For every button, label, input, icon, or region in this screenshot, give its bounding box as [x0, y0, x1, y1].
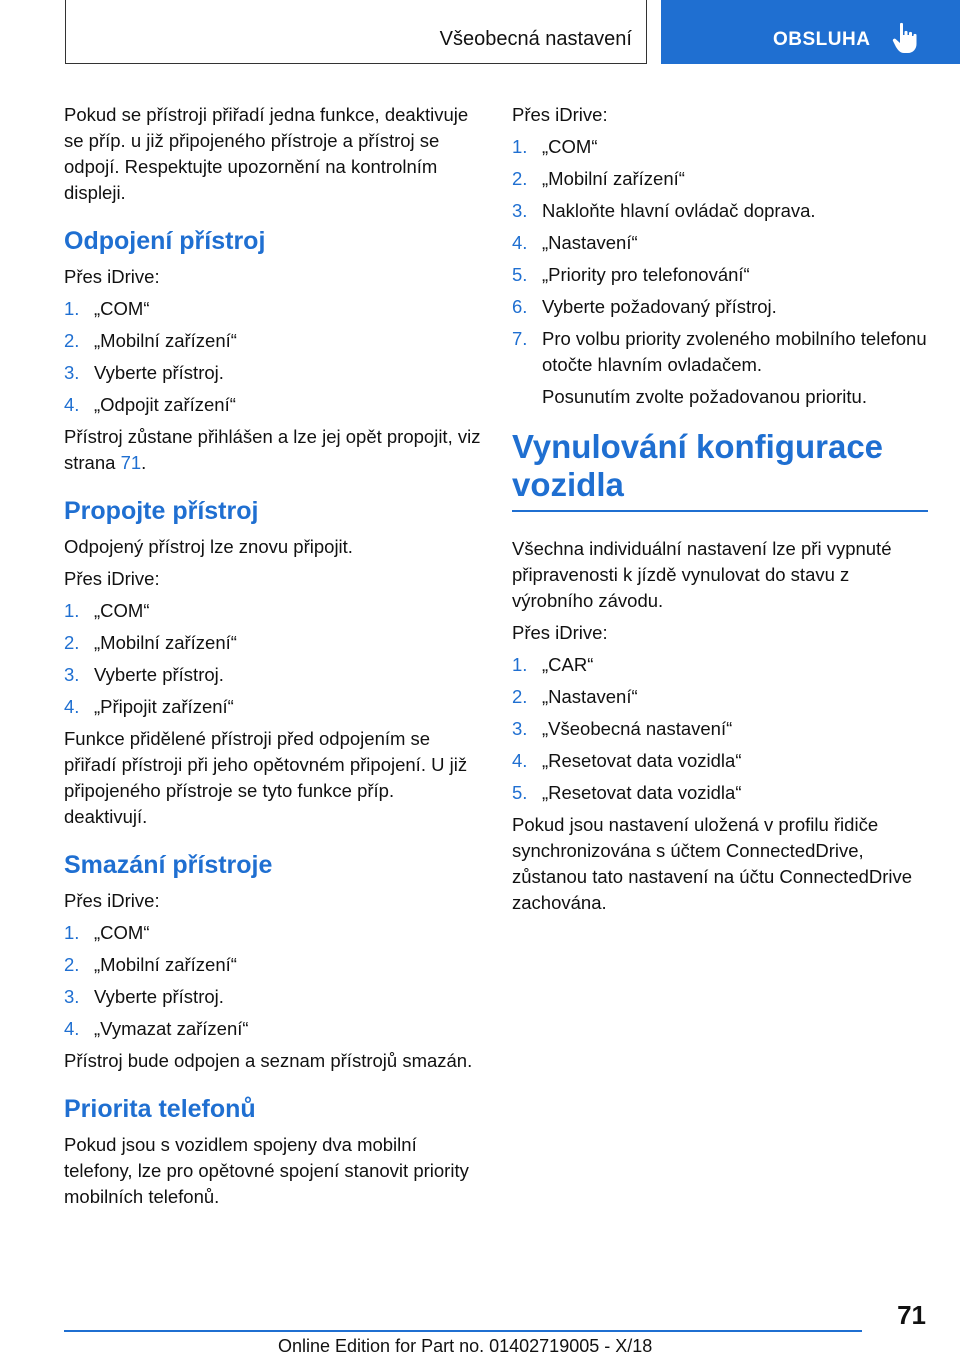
chapter-tab	[661, 0, 960, 64]
list-item: 1. „COM“	[64, 922, 150, 943]
intro-paragraph: Pokud se přístroji přiřadí jedna funkce, deaktivuje se příp. u již připojeného přístroje a přístroj se odpojí. Respektujte upozornění na kontrolním displeji.	[64, 104, 469, 203]
note-smazani: Přístroj bude odpojen a seznam přístrojů smazán.	[64, 1050, 473, 1071]
steps-priorita	[512, 134, 928, 378]
list-item: 4. „Vymazat zařízení“	[64, 1018, 249, 1039]
page-link[interactable]: 71	[120, 452, 142, 473]
idrive-lead: Přes iDrive:	[64, 890, 160, 911]
section-title: Všeobecná nastavení	[439, 28, 632, 50]
pointing-hand-icon	[891, 22, 919, 54]
list-item: 5. „Priority pro telefonování“	[512, 264, 750, 285]
page-number: 71	[897, 1300, 926, 1330]
list-item: 1. „COM“	[64, 600, 150, 621]
steps-vynulovani	[512, 652, 928, 806]
list-item: 3. Vyberte přístroj.	[64, 664, 224, 685]
vynulovani-note: Pokud jsou nastavení uložená v profilu řidiče synchronizována s účtem ConnectedDrive, zůstanou tato nastavení na účtu ConnectedDrive zachována.	[512, 813, 913, 913]
priorita-paragraph: Pokud jsou s vozidlem spojeny dva mobilní telefony, lze pro opětovné spojení stanovit priority mobilních telefonů.	[64, 1134, 469, 1207]
list-item: 3. Vyberte přístroj.	[64, 986, 224, 1007]
list-item: 2. „Mobilní zařízení“	[512, 168, 685, 189]
list-item: 1. „COM“	[64, 298, 150, 319]
chapter-tab-label: OBSLUHA	[773, 29, 871, 50]
steps-propojte	[64, 598, 482, 720]
step-7-detail: Posunutím zvolte požadovanou prioritu.	[542, 386, 867, 407]
list-item: 1. „COM“	[512, 136, 598, 157]
heading-vynulovani: Vynulování konfigurace vozidla	[512, 428, 884, 503]
heading-odpojeni: Odpojení přístroj	[64, 227, 266, 255]
vynulovani-paragraph: Všechna individuální nastavení lze při vypnuté připravenosti k jízdě vynulovat do stavu z výrobního závodu.	[512, 537, 892, 611]
list-item: 4. „Připojit zařízení“	[64, 696, 234, 717]
list-item: 2. „Mobilní zařízení“	[64, 954, 237, 975]
header-frame	[65, 0, 647, 64]
list-item: 3. Nakloňte hlavní ovládač doprava.	[512, 200, 816, 221]
heading-priorita: Priorita telefonů	[64, 1095, 256, 1123]
list-item: 4. „Odpojit zařízení“	[64, 394, 236, 415]
note-propojte: Funkce přidělené přístroji před odpojením se přiřadí přístroji při jeho opětovném připojení. U již připojeného přístroje se tyto funkce příp. deaktivují.	[64, 728, 468, 827]
edition-footer: Online Edition for Part no. 01402719005 - X/18	[278, 1336, 653, 1356]
list-item: 4. „Nastavení“	[512, 232, 638, 253]
list-item: 4. „Resetovat data vozidla“	[512, 749, 742, 771]
list-item: 7. Pro volbu priority zvoleného mobilního telefonu otočte hlavním ovladačem.	[512, 328, 927, 375]
list-item: 5. „Resetovat data vozidla“	[512, 781, 742, 803]
heading-rule	[512, 510, 928, 512]
idrive-lead: Přes iDrive:	[512, 104, 608, 125]
heading-propojte: Propojte přístroj	[64, 497, 259, 525]
right-column	[512, 102, 928, 922]
list-item: 2. „Mobilní zařízení“	[64, 632, 237, 653]
idrive-lead: Přes iDrive:	[64, 568, 160, 589]
list-item: 2. „Nastavení“	[512, 685, 638, 707]
propojte-lead: Odpojený přístroj lze znovu připojit.	[64, 536, 353, 557]
list-item: 1. „CAR“	[512, 653, 594, 675]
heading-smazani: Smazání přístroje	[64, 851, 273, 879]
footer-rule	[64, 1330, 862, 1332]
list-item: 2. „Mobilní zařízení“	[64, 330, 237, 351]
steps-odpojeni	[64, 296, 482, 418]
note-odpojeni: Přístroj zůstane přihlášen a lze jej opět propojit, viz strana 71.	[64, 426, 481, 473]
list-item: 6. Vyberte požadovaný přístroj.	[512, 296, 777, 317]
list-item: 3. „Všeobecná nastavení“	[512, 717, 733, 739]
steps-smazani	[64, 920, 482, 1042]
list-item: 3. Vyberte přístroj.	[64, 362, 224, 383]
idrive-lead: Přes iDrive:	[512, 621, 608, 643]
left-column	[64, 102, 482, 1216]
idrive-lead: Přes iDrive:	[64, 266, 160, 287]
